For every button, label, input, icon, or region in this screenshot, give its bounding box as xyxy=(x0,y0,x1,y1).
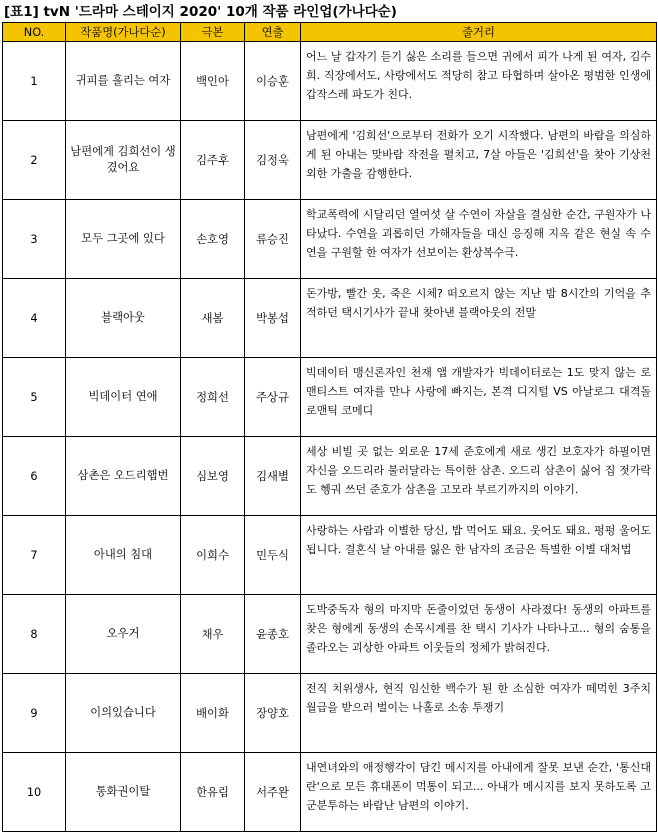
table-row xyxy=(3,279,657,358)
table-row xyxy=(3,42,657,121)
cell-no: 10 xyxy=(3,753,66,832)
cell-no: 2 xyxy=(3,121,66,200)
cell-plot: 전직 치위생사, 현직 임신한 백수가 된 한 소심한 여자가 떼먹힌 3주치 월급을 받으러 벌이는 나홀로 소송 투쟁기 xyxy=(301,674,657,753)
header-no: NO. xyxy=(3,23,66,42)
lineup-table xyxy=(2,22,657,832)
cell-writer: 채우 xyxy=(181,595,245,674)
cell-no: 1 xyxy=(3,42,66,121)
cell-plot: 돈가방, 빨간 옷, 죽은 시체? 떠오르지 않는 지난 밤 8시간의 기억을 추적하던 택시기사가 끝내 찾아낸 블랙아웃의 전말 xyxy=(301,279,657,358)
table-row xyxy=(3,595,657,674)
cell-director: 이승훈 xyxy=(245,42,301,121)
cell-director: 김정욱 xyxy=(245,121,301,200)
table-row xyxy=(3,516,657,595)
header-work: 작품명(가나다순) xyxy=(66,23,181,42)
cell-no: 6 xyxy=(3,437,66,516)
cell-work: 아내의 침대 xyxy=(66,516,181,595)
cell-no: 9 xyxy=(3,674,66,753)
cell-work: 남편에게 김희선이 생겼어요 xyxy=(66,121,181,200)
cell-director: 서주완 xyxy=(245,753,301,832)
cell-work: 통화권이탈 xyxy=(66,753,181,832)
cell-director: 박봉섭 xyxy=(245,279,301,358)
cell-writer: 배이화 xyxy=(181,674,245,753)
cell-director: 김새별 xyxy=(245,437,301,516)
cell-director: 민두식 xyxy=(245,516,301,595)
cell-plot: 어느 날 갑자기 듣기 싫은 소리를 들으면 귀에서 피가 나게 된 여자, 김수희. 직장에서도, 사랑에서도 적당히 참고 타협하며 살아온 평범한 인생에 갑작스레 파도가 친다. xyxy=(301,42,657,121)
cell-writer: 정희선 xyxy=(181,358,245,437)
cell-writer: 이희수 xyxy=(181,516,245,595)
cell-work: 블랙아웃 xyxy=(66,279,181,358)
cell-plot: 도박중독자 형의 마지막 돈줄이었던 동생이 사라졌다! 동생의 아파트를 찾은 형에게 동생의 손목시계를 찬 택시 기사가 나타나고... 형의 숨통을 졸라오는 괴상한 아파트 이웃들의 정체가 밝혀진다. xyxy=(301,595,657,674)
cell-no: 5 xyxy=(3,358,66,437)
table-row xyxy=(3,121,657,200)
cell-work: 빅데이터 연애 xyxy=(66,358,181,437)
cell-writer: 김주후 xyxy=(181,121,245,200)
cell-plot: 사랑하는 사람과 이별한 당신, 밥 먹어도 돼요. 웃어도 돼요. 펑펑 울어도 됩니다. 결혼식 날 아내를 잃은 한 남자의 조금은 특별한 이별 대처법 xyxy=(301,516,657,595)
cell-work: 이의있습니다 xyxy=(66,674,181,753)
cell-no: 7 xyxy=(3,516,66,595)
table-title: [표1] tvN '드라마 스테이지 2020' 10개 작품 라인업(가나다순) xyxy=(4,4,397,20)
cell-work: 삼촌은 오드리햅번 xyxy=(66,437,181,516)
cell-no: 4 xyxy=(3,279,66,358)
cell-no: 3 xyxy=(3,200,66,279)
cell-writer: 손호영 xyxy=(181,200,245,279)
cell-director: 주상규 xyxy=(245,358,301,437)
cell-work: 귀피를 흘리는 여자 xyxy=(66,42,181,121)
cell-plot: 학교폭력에 시달리던 열여섯 살 수연이 자살을 결심한 순간, 구원자가 나타났다. 수연을 괴롭히던 가해자들을 대신 응징해 지옥 같은 현실 속 수연을 구원할 한 여자가 선보이는 환상복수극. xyxy=(301,200,657,279)
cell-writer: 한유림 xyxy=(181,753,245,832)
cell-plot: 남편에게 '김희선'으로부터 전화가 오기 시작했다. 남편의 바람을 의심하게 된 아내는 맞바람 작전을 펼치고, 7살 아들은 '김희선'을 찾아 기상천외한 가출을 감행한다. xyxy=(301,121,657,200)
cell-director: 윤종호 xyxy=(245,595,301,674)
cell-writer: 새봄 xyxy=(181,279,245,358)
table-row xyxy=(3,200,657,279)
cell-plot: 빅데이터 맹신론자인 천재 앱 개발자가 빅데이터로는 1도 맞지 않는 로맨티스트 여자를 만나 사랑에 빠지는, 본격 디지털 VS 아날로그 대격돌 로맨틱 코메디 xyxy=(301,358,657,437)
table-row xyxy=(3,358,657,437)
cell-director: 류승진 xyxy=(245,200,301,279)
cell-work: 오우거 xyxy=(66,595,181,674)
header-writer: 극본 xyxy=(181,23,245,42)
cell-no: 8 xyxy=(3,595,66,674)
table-row xyxy=(3,437,657,516)
header-director: 연출 xyxy=(245,23,301,42)
cell-plot: 세상 비빌 곳 없는 외로운 17세 준호에게 새로 생긴 보호자가 하필이면 자신을 오드리라 불러달라는 특이한 삼촌. 오드리 삼촌이 싫어 집 젓가락도 헹궈 쓰던 준호가 삼촌을 고모라 부르기까지의 이야기. xyxy=(301,437,657,516)
cell-plot: 내연녀와의 애정행각이 담긴 메시지를 아내에게 잘못 보낸 순간, '통신대란'으로 모든 휴대폰이 먹통이 되고... 아내가 메시지를 보지 못하도록 고군분투하는 바람난 남편의 이야기. xyxy=(301,753,657,832)
header-row xyxy=(3,23,657,42)
table-row xyxy=(3,674,657,753)
cell-work: 모두 그곳에 있다 xyxy=(66,200,181,279)
header-plot: 줄거리 xyxy=(301,23,657,42)
cell-writer: 백인아 xyxy=(181,42,245,121)
cell-director: 장양호 xyxy=(245,674,301,753)
table-row xyxy=(3,753,657,832)
cell-writer: 심보영 xyxy=(181,437,245,516)
